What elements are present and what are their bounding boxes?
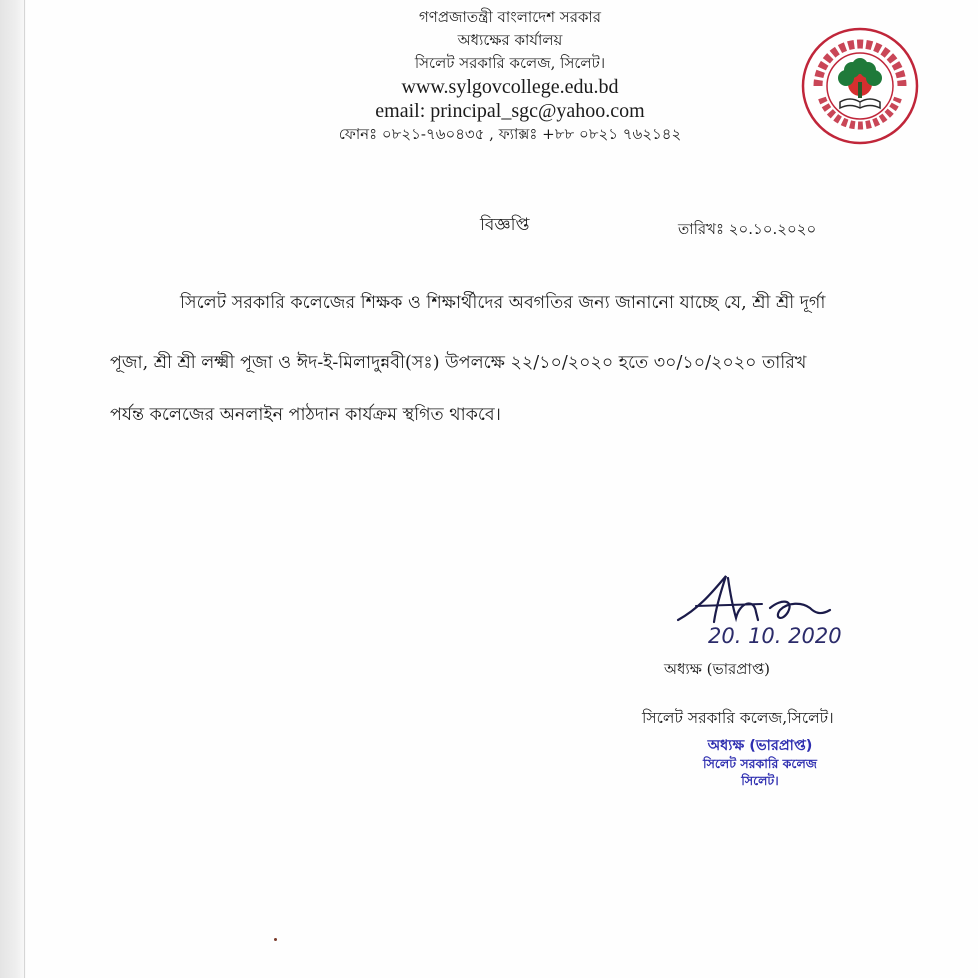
signature-date: 20. 10. 2020 [708,624,842,648]
notice-date: তারিখঃ ২০.১০.২০২০ [678,220,817,238]
government-name: গণপ্রজাতন্ত্রী বাংলাদেশ সরকার [418,8,602,26]
official-stamp [680,736,840,790]
stamp-college: সিলেট সরকারি কলেজ [703,756,817,771]
website-link[interactable]: www.sylgovcollege.edu.bd [401,76,619,98]
scan-speck [274,938,277,941]
notice-line-2: পূজা, শ্রী শ্রী লক্ষ্মী পূজা ও ঈদ-ই-মিলাদুন্নবী(সঃ) উপলক্ষে ২২/১০/২০২০ হতে ৩০/১০/২০২০ তারিখ [110,353,807,373]
signatory-role: অধ্যক্ষ (ভারপ্রাপ্ত) [664,660,771,678]
office-name: অধ্যক্ষের কার্যালয় [457,31,563,49]
email-address[interactable]: email: principal_sgc@yahoo.com [375,100,645,122]
notice-title: বিজ্ঞপ্তি [480,215,530,235]
college-emblem-icon [800,26,920,146]
scan-edge-shadow [0,0,26,978]
letterhead [300,6,720,146]
notice-line-1: সিলেট সরকারি কলেজের শিক্ষক ও শিক্ষার্থীদের অবগতির জন্য জানানো যাচ্ছে যে, শ্রী শ্রী দূর্গা [180,293,826,313]
college-name: সিলেট সরকারি কলেজ, সিলেট। [414,54,606,72]
phone-fax: ফোনঃ ০৮২১-৭৬০৪৩৫ , ফ্যাক্সঃ +৮৮ ০৮২১ ৭৬২১৪২ [338,125,682,143]
notice-line-3: পর্যন্ত কলেজের অনলাইন পাঠদান কার্যক্রম স্থগিত থাকবে। [110,405,501,425]
stamp-city: সিলেট। [741,773,779,788]
signatory-college: সিলেট সরকারি কলেজ,সিলেট। [642,709,834,727]
stamp-role: অধ্যক্ষ (ভারপ্রাপ্ত) [707,738,813,754]
handwritten-signature-icon [670,568,850,628]
paper-edge [24,0,25,978]
